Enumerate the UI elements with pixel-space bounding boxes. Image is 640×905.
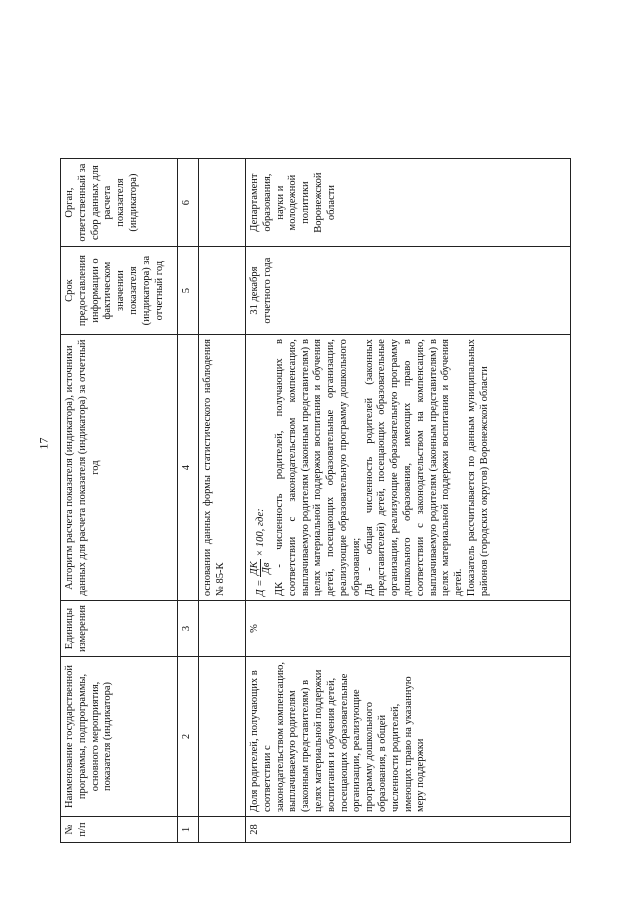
header-deadline: Срок предоставления информации о фактическом значении показателя (индикатора) за отчетный год: [61, 247, 178, 335]
indicator-name: Доля родителей, получающих в соответствии с законодательством компенсацию, выплачиваемую родителям (законным представителям) в целях материальной поддержки воспитания и обучения детей, посещающих образовательные организации, реализующие программу дошкольного образования, в общей численности родителей, имеющих право на указанную меру поддержки: [246, 657, 571, 817]
page-number: 17: [36, 437, 51, 450]
algorithm-cell: [246, 335, 571, 601]
header-unit: Единицы измерения: [61, 601, 178, 657]
column-number: 6: [178, 159, 199, 247]
column-number: 2: [178, 657, 199, 817]
header-name: Наименование государственной программы, подпрограммы, основного мероприятия, показателя (индикатора): [61, 657, 178, 817]
deadline-cell: 31 декабря отчетного года: [246, 247, 571, 335]
header-responsible: Орган, ответственный за сбор данных для расчета показателя (индикатора): [61, 159, 178, 247]
column-number: 3: [178, 601, 199, 657]
table-header-row: [61, 159, 178, 843]
formula-lhs: Д =: [254, 579, 266, 597]
table-row: [246, 159, 571, 843]
header-algorithm: Алгоритм расчета показателя (индикатора), источники данных для расчета показателя (индикатора) за отчетный год: [61, 335, 178, 601]
unit-cell: %: [246, 601, 571, 657]
definition-dk: ДК - численность родителей, получающих в соответствии с законодательством компенсацию, выплачиваемую родителям (законным представителям) в целях материальной поддержки воспитания и обучения детей, посещающих образовательные организации, реализующие образовательную программу дошкольного образования;: [274, 339, 362, 597]
formula: [249, 339, 272, 596]
column-number-row: [178, 159, 199, 843]
formula-numerator: ДК: [249, 561, 260, 576]
column-number: 1: [178, 817, 199, 843]
calculation-note: Показатель рассчитывается по данным муниципальных районов (городских округов) Воронежской области: [465, 339, 490, 597]
header-number: № п/п: [61, 817, 178, 843]
definition-dv: Дв - общая численность родителей (законных представителей) детей, посещающих образовательные организации, реализующие образовательную программу дошкольного образования, имеющих право в соответствии с законодательством на компенсацию, выплачиваемую родителям (законным представителям) в целях материальной поддержки воспитания и обучения детей.: [363, 339, 465, 597]
formula-fraction: [249, 559, 272, 577]
column-number: 5: [178, 247, 199, 335]
row-number: 28: [246, 817, 571, 843]
indicator-table: [60, 158, 571, 843]
column-number: 4: [178, 335, 199, 601]
formula-denominator: Дв: [261, 562, 273, 574]
continuation-text: основании данных формы статистического наблюдения № 85-К: [199, 335, 246, 601]
formula-rhs: × 100, где:: [254, 508, 266, 557]
continuation-row: [199, 159, 246, 843]
responsible-cell: Департамент образования, науки и молодежной политики Воронежской области: [246, 159, 571, 247]
